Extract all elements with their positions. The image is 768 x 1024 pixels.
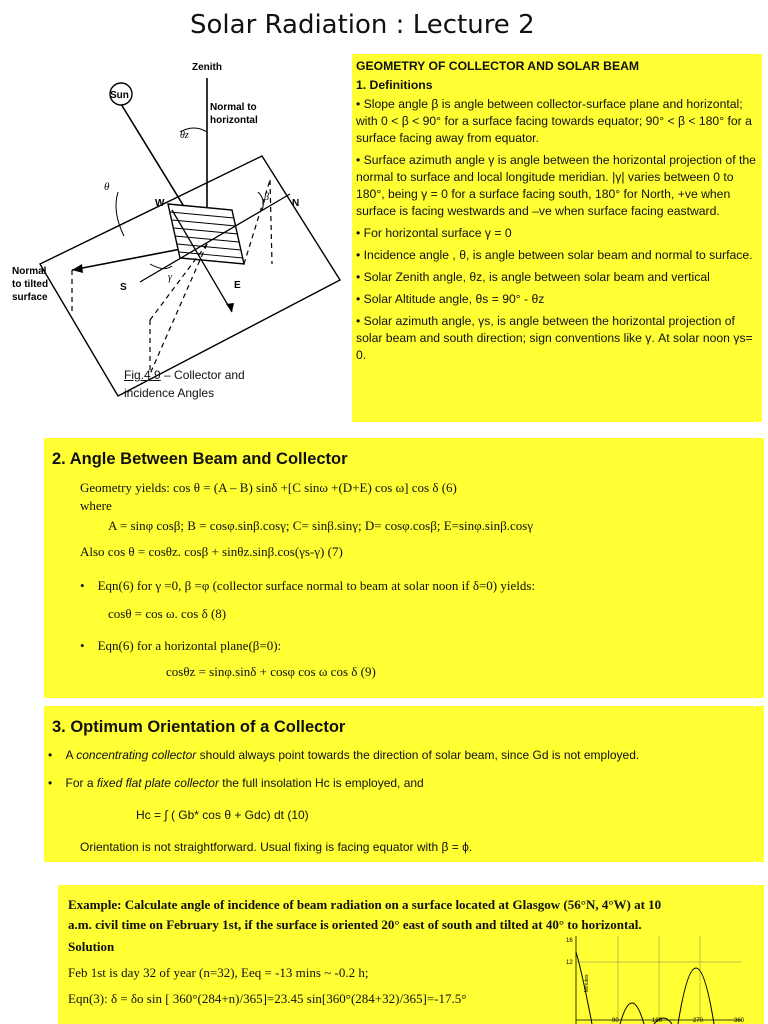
horizontal-plane bbox=[40, 156, 340, 396]
x-tick-label: 360 bbox=[734, 1018, 745, 1024]
figure-ref: Fig.4.9 bbox=[124, 368, 161, 382]
example-line-4: Feb 1st is day 32 of year (n=32), Eeq = -13 mins ~ -0.2 h; bbox=[68, 965, 369, 980]
y-tick-label: 12 bbox=[566, 960, 573, 966]
section-2-heading: 2. Angle Between Beam and Collector bbox=[52, 450, 348, 468]
section-3-heading: 3. Optimum Orientation of a Collector bbox=[52, 718, 346, 736]
definitions-subheading: 1. Definitions bbox=[356, 78, 433, 92]
gamma-label: γ bbox=[168, 272, 172, 283]
west-label: W bbox=[155, 198, 165, 209]
definition-item: • Incidence angle , θ, is angle between solar beam and normal to surface. bbox=[356, 248, 753, 262]
example-line-5: Eqn(3): δ = δo sin [ 360°(284+n)/365]=23.45 sin[360°(284+32)/365]=-17.5° bbox=[68, 991, 467, 1006]
bullet-eqn6-case1: • Eqn(6) for γ =0, β =φ (collector surface normal to beam at solar noon if δ=0) yields: bbox=[80, 578, 536, 593]
beta-label: β bbox=[264, 192, 269, 203]
y-axis-label: Minutes bbox=[584, 974, 590, 992]
equation-9-line: cosθz = sinφ.sinδ + cosφ cos ω cos δ (9) bbox=[166, 664, 376, 679]
normal-horizontal-label-2: horizontal bbox=[210, 115, 258, 126]
bullet-concentrating: • A concentrating collector should always point towards the direction of solar beam, since Gd is not employed. bbox=[48, 748, 640, 762]
svg-text:surface: surface bbox=[12, 292, 48, 303]
sun-label: Sun bbox=[110, 90, 129, 101]
figure-caption: Fig.4.9 – Collector and incidence Angles bbox=[124, 368, 245, 400]
definitions-heading: GEOMETRY OF COLLECTOR AND SOLAR BEAM bbox=[356, 59, 640, 73]
definitions-panel bbox=[352, 54, 762, 422]
equation-7-line: Also cos θ = cosθz. cosβ + sinθz.sinβ.cos(γs-γ) (7) bbox=[80, 544, 343, 559]
collector-geometry-figure bbox=[0, 52, 350, 412]
equation-of-time-mini-graph bbox=[558, 932, 748, 1024]
normal-horizontal-label-1: Normal to bbox=[210, 102, 257, 113]
x-tick-label: 90 bbox=[612, 1018, 619, 1024]
x-tick-label: 270 bbox=[693, 1018, 704, 1024]
bullet-flat-plate: • For a fixed flat plate collector the full insolation Hc is employed, and bbox=[48, 776, 424, 790]
section-2-panel bbox=[44, 438, 764, 698]
equation-6-line: Geometry yields: cos θ = (A – B) sinδ +[C sinω +(D+E) cos ω] cos δ (6) bbox=[80, 480, 457, 495]
solution-label: Solution bbox=[68, 939, 115, 954]
definition-item: • Solar Altitude angle, θs = 90° - θz bbox=[356, 292, 545, 306]
y-tick-label: 16 bbox=[566, 938, 573, 944]
definition-item: • Slope angle β is angle between collector-surface plane and horizontal; with 0 < β < 90° for a surface facing towards equator; 90° < β < 180° for a surface facing away from equator. bbox=[356, 97, 752, 145]
example-line-1: Example: Calculate angle of incidence of beam radiation on a surface located at Glasgow (56°N, 4°W) at 10 bbox=[68, 897, 662, 912]
collector-panel bbox=[168, 204, 244, 264]
definition-item: • For horizontal surface γ = 0 bbox=[356, 226, 512, 240]
north-label: N bbox=[292, 198, 300, 209]
coefficients-line: A = sinφ cosβ; B = cosφ.sinβ.cosγ; C= sinβ.sinγ; D= cosφ.cosβ; E=sinφ.sinβ.cosγ bbox=[108, 518, 534, 533]
east-label: E bbox=[234, 280, 241, 291]
where-line: where bbox=[80, 498, 112, 513]
theta-z-label: θz bbox=[180, 130, 189, 141]
south-label: S bbox=[120, 282, 127, 293]
section-3-panel bbox=[44, 706, 764, 862]
orientation-note: Orientation is not straightforward. Usual fixing is facing equator with β = ϕ. bbox=[80, 840, 473, 854]
equation-10-line: Hc = ∫ ( Gb* cos θ + Gdc) dt (10) bbox=[136, 808, 309, 822]
svg-text:Normal: Normal bbox=[12, 266, 47, 277]
zenith-label: Zenith bbox=[192, 62, 222, 73]
definition-item: • Solar Zenith angle, θz, is angle between solar beam and vertical bbox=[356, 270, 710, 284]
definition-item: • Solar azimuth angle, γs, is angle between the horizontal projection of solar beam and south direction; sign conventions like γ. At solar noon γs= 0. bbox=[356, 314, 753, 362]
equation-8-line: cosθ = cos ω. cos δ (8) bbox=[108, 606, 227, 621]
x-tick-label: 180 bbox=[652, 1018, 663, 1024]
example-line-2: a.m. civil time on February 1st, if the surface is oriented 20° east of south and tilted at 40° to horizontal. bbox=[68, 917, 642, 932]
svg-text:to tilted: to tilted bbox=[12, 279, 49, 290]
theta-label: θ bbox=[104, 181, 110, 193]
definition-item: • Surface azimuth angle γ is angle between the horizontal projection of the normal to surface and local longitude meridian. |γ| varies between 0 to 180°, being γ = 0 for a surface facing south, 180° for North, +ve when surface is facing westwards and –ve when surface facing eastward. bbox=[356, 153, 756, 218]
bullet-eqn6-case2: • Eqn(6) for a horizontal plane(β=0): bbox=[80, 638, 282, 653]
page-title: Solar Radiation : Lecture 2 bbox=[190, 10, 535, 40]
